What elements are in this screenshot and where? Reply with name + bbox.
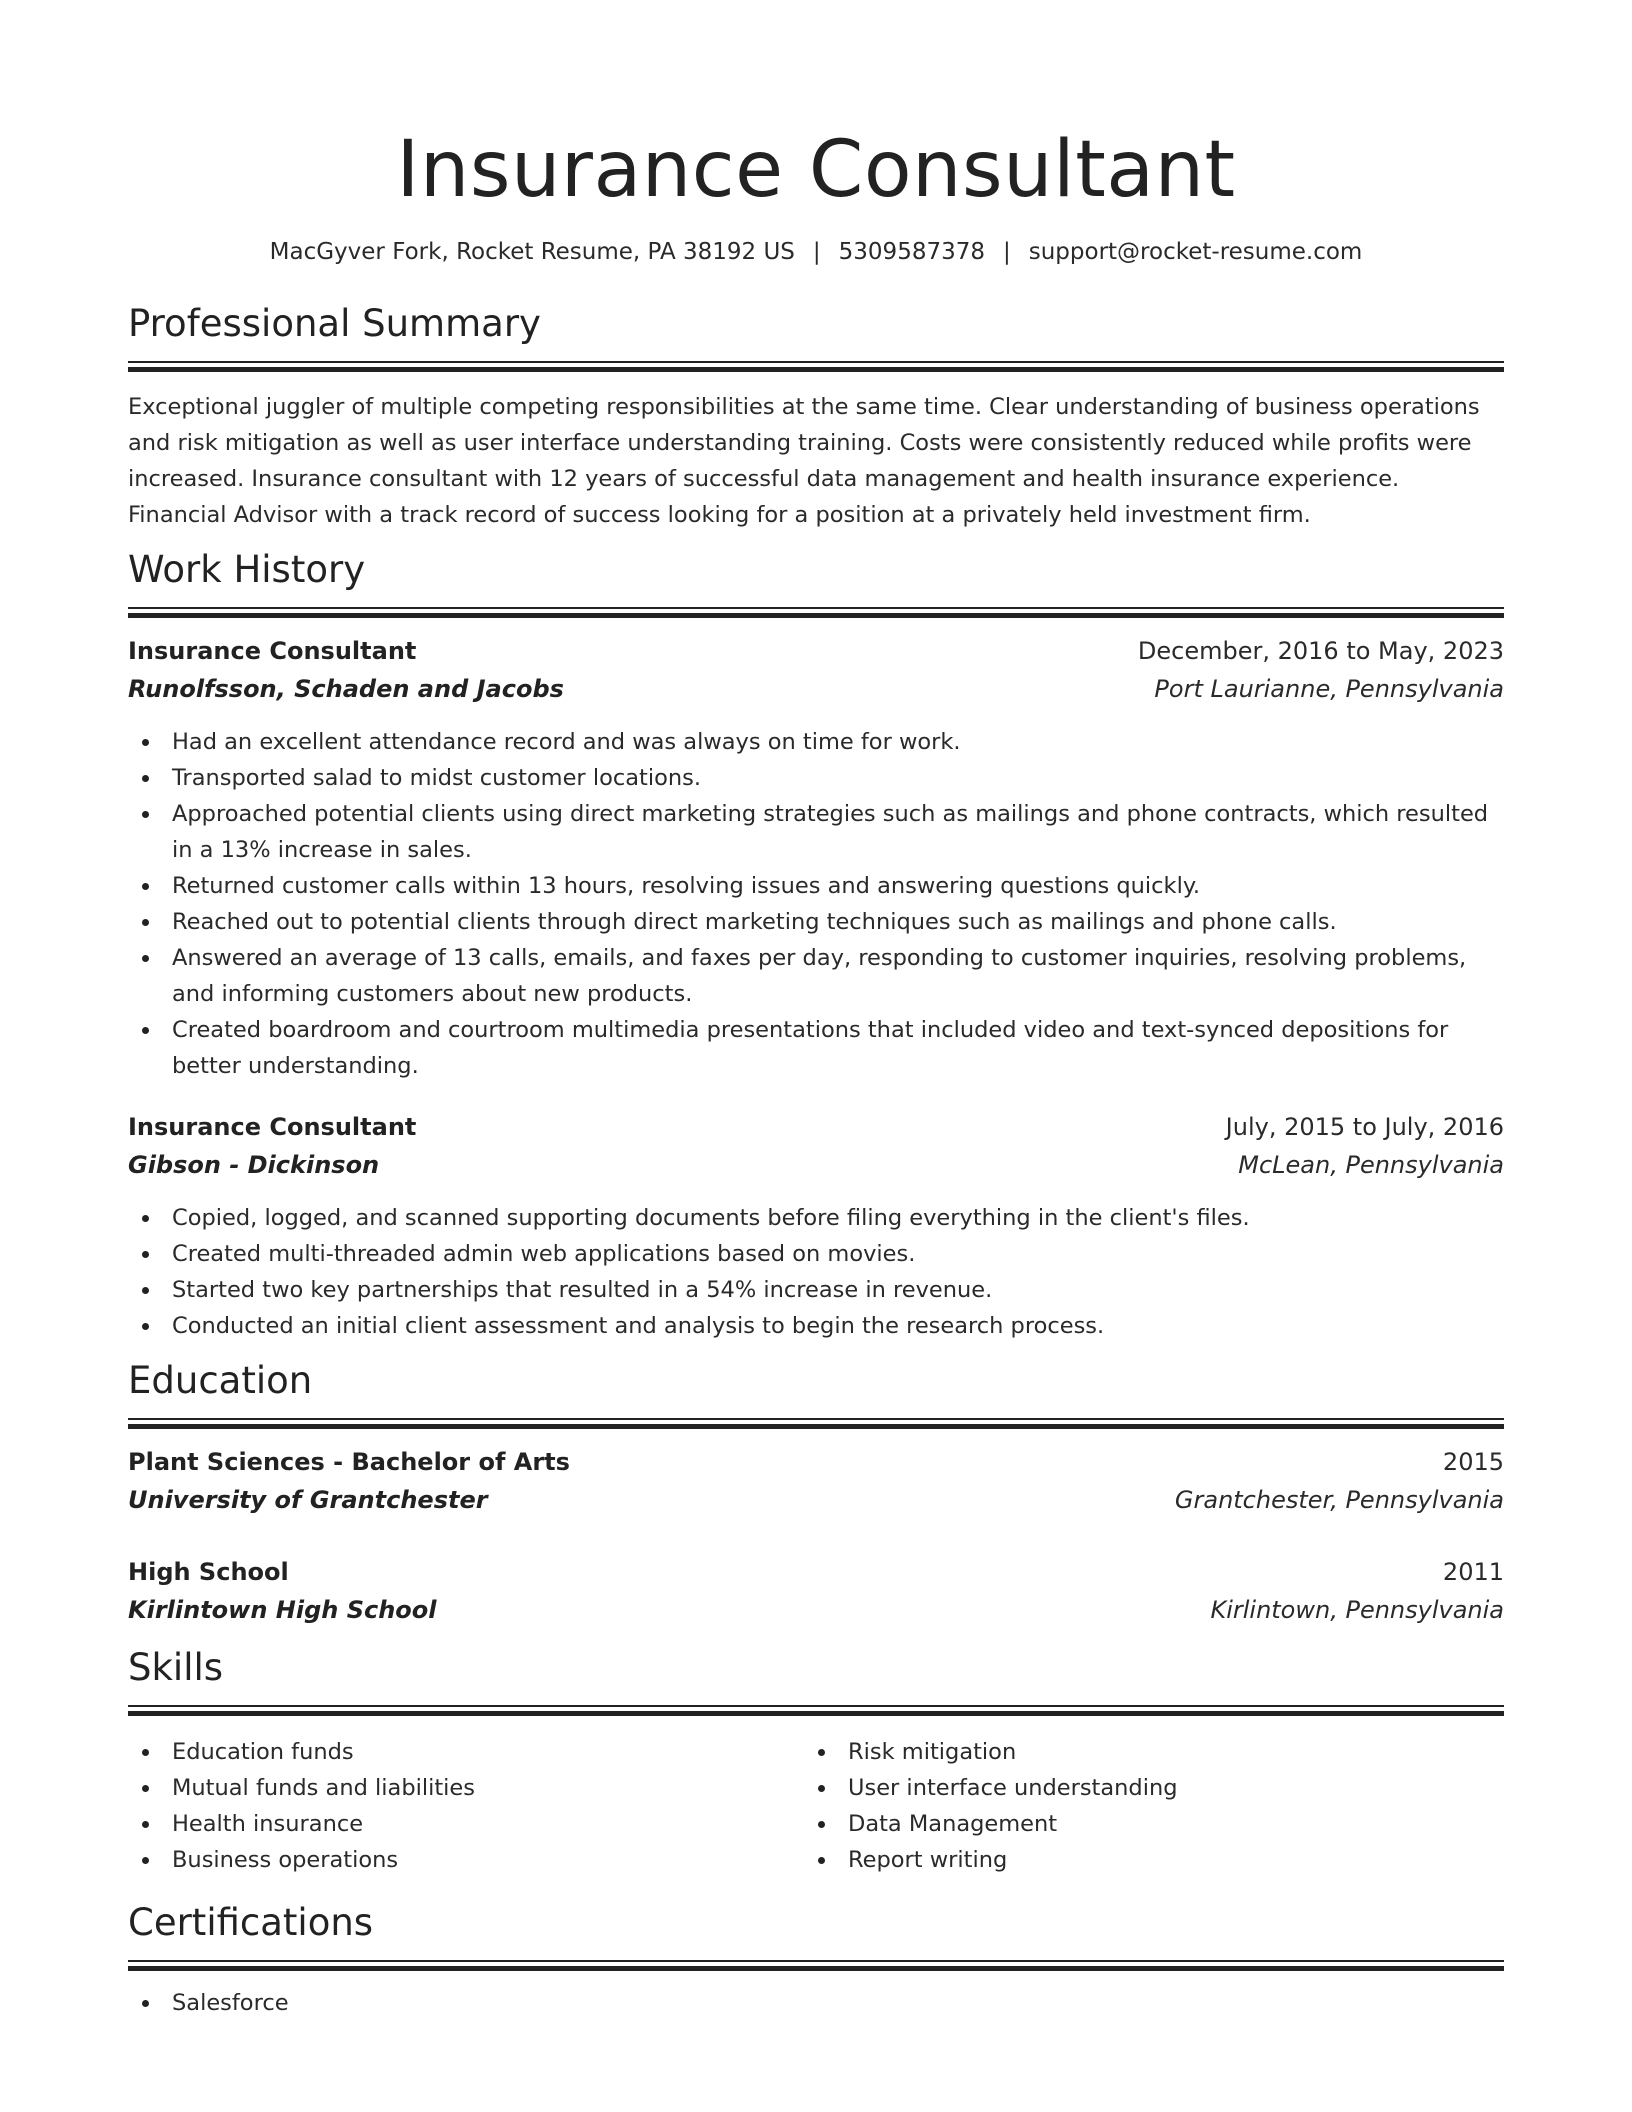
skills-list — [128, 1734, 804, 1878]
job-duties-list — [128, 1200, 1504, 1344]
resume-title: Insurance Consultant — [396, 125, 1236, 215]
section-heading-work-history: Work History — [128, 548, 366, 591]
skill-item: User interface understanding — [804, 1770, 1480, 1806]
skill-item: Mutual funds and liabilities — [128, 1770, 804, 1806]
section-heading-skills: Skills — [128, 1646, 224, 1689]
education-location: Grantchester, Pennsylvania — [1174, 1486, 1504, 1514]
education-entry — [128, 1443, 1504, 1519]
education-school: Kirlintown High School — [128, 1596, 437, 1624]
skill-item: Data Management — [804, 1806, 1480, 1842]
job-duty: Transported salad to midst customer locations. — [128, 760, 1504, 796]
summary-text: Exceptional juggler of multiple competing responsibilities at the same time. Clear understanding of business operations and risk mitigation as well as user interface understanding training. Costs were consistently reduced while profits were increased. Insurance consultant with 12 years of successful data management and health insurance experience. Financial Advisor with a track record of success looking for a position at a privately held investment firm. — [128, 394, 1480, 528]
section-divider — [128, 1960, 1504, 1971]
job-duty: Started two key partnerships that resulted in a 54% increase in revenue. — [128, 1272, 1504, 1308]
job-duty: Created multi-threaded admin web applications based on movies. — [128, 1236, 1504, 1272]
section-heading-certifications: Certifications — [128, 1901, 374, 1944]
job-duty: Conducted an initial client assessment and analysis to begin the research process. — [128, 1308, 1504, 1344]
certifications-section — [128, 1900, 1504, 2021]
education-degree: Plant Sciences - Bachelor of Arts — [128, 1448, 570, 1476]
work-history-section — [128, 547, 1504, 1344]
section-divider — [128, 361, 1504, 372]
education-section — [128, 1358, 1504, 1629]
job-duties-list — [128, 724, 1504, 1084]
job-company: Runolfsson, Schaden and Jacobs — [128, 675, 564, 703]
job-location: McLean, Pennsylvania — [1238, 1151, 1504, 1179]
job-duty: Returned customer calls within 13 hours, resolving issues and answering questions quickly. — [128, 868, 1504, 904]
contact-address: MacGyver Fork, Rocket Resume, PA 38192 US — [269, 239, 795, 265]
section-divider — [128, 1418, 1504, 1429]
skills-grid — [128, 1734, 1504, 1878]
skills-list — [804, 1734, 1480, 1878]
skill-item: Report writing — [804, 1842, 1480, 1878]
job-entry — [128, 632, 1504, 1084]
skill-item: Business operations — [128, 1842, 804, 1878]
section-divider — [128, 607, 1504, 618]
skill-item: Health insurance — [128, 1806, 804, 1842]
certification-item: Salesforce — [128, 1985, 1504, 2021]
section-divider — [128, 1705, 1504, 1716]
job-title: Insurance Consultant — [128, 637, 417, 665]
job-location: Port Laurianne, Pennsylvania — [1154, 675, 1504, 703]
education-location: Kirlintown, Pennsylvania — [1210, 1596, 1504, 1624]
skill-item: Education funds — [128, 1734, 804, 1770]
section-heading-education: Education — [128, 1359, 313, 1402]
job-entry — [128, 1108, 1504, 1344]
job-company: Gibson - Dickinson — [128, 1151, 380, 1179]
contact-email[interactable]: support@rocket-resume.com — [1028, 239, 1363, 265]
contact-separator: | — [812, 239, 821, 265]
contact-phone: 5309587378 — [838, 239, 985, 265]
job-duty: Approached potential clients using direct marketing strategies such as mailings and phone contracts, which resulted in a 13% increase in sales. — [128, 796, 1504, 868]
contact-separator: | — [1003, 239, 1011, 265]
section-heading-summary: Professional Summary — [128, 302, 541, 345]
education-entry — [128, 1553, 1504, 1629]
job-duty: Had an excellent attendance record and was always on time for work. — [128, 724, 1504, 760]
skills-column-right — [804, 1734, 1480, 1878]
certifications-list — [128, 1985, 1504, 2021]
skills-section — [128, 1645, 1504, 1878]
summary-section — [128, 301, 1504, 533]
job-duty: Reached out to potential clients through direct marketing techniques such as mailings and phone calls. — [128, 904, 1504, 940]
job-duty: Answered an average of 13 calls, emails, and faxes per day, responding to customer inquiries, resolving problems, and informing customers about new products. — [128, 940, 1504, 1012]
job-duty: Copied, logged, and scanned supporting documents before filing everything in the client's files. — [128, 1200, 1504, 1236]
job-dates: December, 2016 to May, 2023 — [1137, 637, 1504, 665]
education-school: University of Grantchester — [128, 1486, 488, 1514]
skill-item: Risk mitigation — [804, 1734, 1480, 1770]
resume-page — [128, 0, 1504, 2021]
job-duty: Created boardroom and courtroom multimedia presentations that included video and text-synced depositions for better understanding. — [128, 1012, 1504, 1084]
education-degree: High School — [128, 1558, 289, 1586]
job-dates: July, 2015 to July, 2016 — [1225, 1113, 1504, 1141]
skills-column-left — [128, 1734, 804, 1878]
job-title: Insurance Consultant — [128, 1113, 417, 1141]
education-year: 2011 — [1442, 1558, 1504, 1586]
contact-line — [128, 237, 1504, 267]
education-year: 2015 — [1442, 1448, 1504, 1476]
